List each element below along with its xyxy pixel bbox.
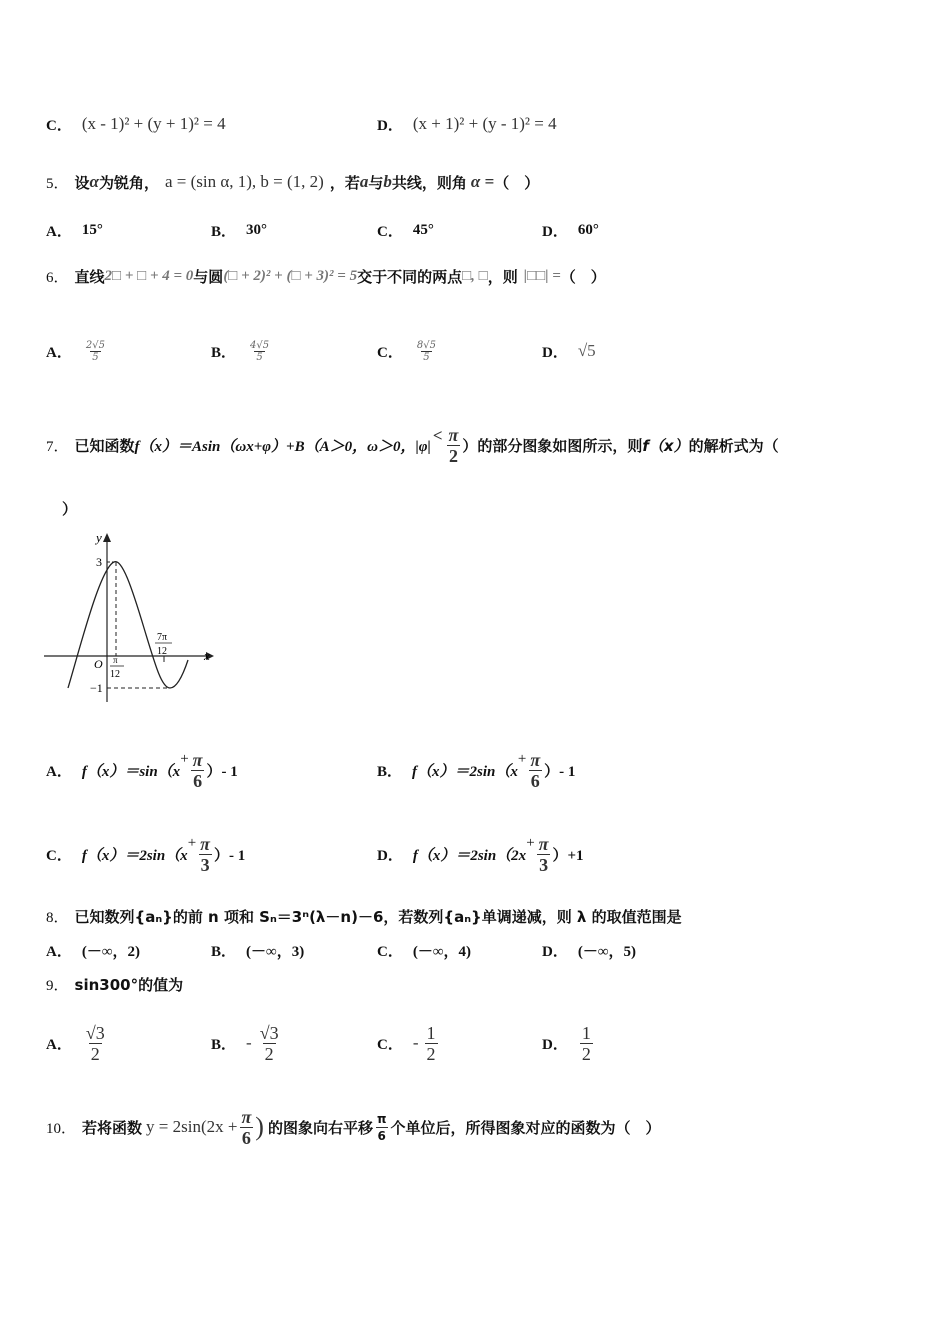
fraction: [528, 750, 542, 791]
denominator: 2: [448, 445, 458, 466]
stem-text: sin300°的值为: [74, 975, 184, 994]
q5-option-a[interactable]: [46, 210, 103, 250]
tick-7pi12-num: 7π: [157, 632, 168, 643]
q9-option-b[interactable]: [211, 1012, 283, 1074]
option-label: A．: [46, 223, 72, 240]
option-value: 15°: [81, 221, 103, 238]
option-suffix: ）- 1: [544, 763, 576, 780]
close-paren: ): [255, 1112, 264, 1141]
question-7-options-row2: [0, 826, 950, 882]
question-5-stem: [0, 162, 950, 202]
denominator: 3: [200, 854, 210, 875]
fraction: [415, 340, 438, 363]
option-label: C．: [46, 847, 72, 864]
x-axis-label: x: [204, 648, 210, 663]
option-label: D．: [542, 943, 568, 960]
plus-sign: +: [517, 750, 527, 767]
numerator: π: [530, 749, 541, 770]
denominator: 5: [92, 351, 99, 363]
vector-a: a: [359, 172, 369, 191]
q5-option-b[interactable]: [211, 210, 267, 250]
stem-text: 的图象向右平移: [267, 1118, 373, 1137]
tick-pi12-num: π: [113, 655, 118, 665]
question-9-stem: [0, 964, 950, 1004]
option-value: √5: [577, 341, 596, 360]
tick-7pi12-den: 12: [157, 646, 167, 657]
line-equation: 2□ + □ + 4 = 0: [104, 267, 194, 284]
option-prefix: f（x）＝2sin（2x: [412, 847, 527, 864]
denominator: 6: [377, 1128, 386, 1143]
question-6-stem: [0, 256, 950, 296]
answer-paren: （ ）: [494, 173, 540, 192]
question-7-stem-end: [0, 488, 950, 528]
stem-text: 与: [368, 173, 384, 192]
stem-text: 设: [74, 173, 90, 192]
option-value: 30°: [246, 221, 268, 238]
fraction: [191, 750, 205, 791]
function-name: f（x）: [642, 436, 689, 455]
sine-curve: [68, 562, 188, 688]
numerator: π: [376, 1111, 387, 1126]
option-value: (－∞，2): [81, 943, 141, 960]
option-label: A．: [46, 763, 72, 780]
denominator: 6: [193, 770, 203, 791]
question-number: 8．: [46, 909, 69, 926]
option-label: C．: [46, 117, 72, 134]
fraction: [198, 834, 212, 875]
option-label: D．: [377, 117, 403, 134]
denominator: 6: [241, 1127, 251, 1148]
question-10-stem: [0, 1096, 950, 1158]
tick-pi12-den: 12: [110, 669, 120, 680]
denominator: 2: [264, 1043, 274, 1064]
fraction: [258, 1023, 281, 1064]
alpha-symbol: α: [89, 172, 99, 191]
numerator: π: [538, 833, 549, 854]
question-number: 9．: [46, 977, 69, 994]
option-label: B．: [211, 223, 237, 240]
vector-expression: a = (sin α, 1), b = (1, 2): [164, 172, 324, 191]
numerator: π: [200, 833, 210, 854]
stem-text: 个单位后，所得图象对应的函数为（ ）: [390, 1118, 661, 1137]
close-paren: ）: [62, 499, 78, 518]
y-axis-arrow: [103, 533, 111, 542]
option-expression: (x - 1)² + (y + 1)² = 4: [81, 114, 226, 133]
question-9-options: [0, 1012, 950, 1074]
origin-label: O: [94, 657, 103, 671]
option-value: 45°: [412, 221, 434, 238]
question-7-options-row1: [0, 742, 950, 798]
option-prefix: f（x）＝2sin（x: [412, 763, 518, 780]
fraction: [84, 1023, 107, 1064]
less-than: <: [432, 426, 443, 445]
option-suffix: ）- 1: [206, 763, 238, 780]
option-expression: (x + 1)² + (y - 1)² = 4: [412, 114, 557, 133]
stem-text: ，若: [329, 173, 360, 192]
denominator: 2: [426, 1043, 436, 1064]
denominator: 3: [539, 854, 549, 875]
option-label: C．: [377, 344, 403, 361]
stem-text: 与圆: [193, 267, 224, 286]
option-label: A．: [46, 1036, 72, 1053]
denominator: 5: [256, 351, 263, 363]
option-label: A．: [46, 943, 72, 960]
sign: -: [246, 1033, 252, 1052]
q7-option-b[interactable]: [377, 742, 575, 798]
denominator: 2: [90, 1043, 100, 1064]
distance-expression: |□□| =: [523, 267, 561, 284]
question-7-stem: [0, 418, 950, 472]
y-max-label: 3: [96, 555, 102, 569]
function-expression: f（x）＝Asin（ωx+φ）+B（A＞0，ω＞0，|φ|: [134, 438, 431, 455]
denominator: 6: [530, 770, 540, 791]
option-label: D．: [542, 1036, 568, 1053]
prev-option-d[interactable]: [377, 104, 557, 144]
option-prefix: f（x）＝sin（x: [81, 763, 181, 780]
option-value: (－∞，5): [577, 943, 637, 960]
stem-text: ，则: [487, 267, 518, 286]
question-number: 7．: [46, 438, 69, 455]
stem-text: 已知数列{aₙ}的前 n 项和 Sₙ＝3ⁿ(λ－n)－6，若数列{aₙ}单调递减，则 λ 的取值范围是: [74, 907, 682, 926]
stem-text: 直线: [74, 267, 105, 286]
fraction: [248, 340, 271, 363]
plus-sign: +: [187, 834, 197, 851]
numerator: π: [192, 749, 203, 770]
option-value: 60°: [577, 221, 599, 238]
alpha-equals: α =: [470, 172, 495, 191]
fraction: [580, 1023, 593, 1064]
numerator: π: [448, 424, 459, 445]
stem-text: 已知函数: [74, 436, 135, 455]
option-suffix: ）+1: [552, 847, 584, 864]
option-label: D．: [542, 223, 568, 240]
option-label: B．: [377, 763, 403, 780]
option-prefix: f（x）＝2sin（x: [81, 847, 188, 864]
question-number: 6．: [46, 269, 69, 286]
option-label: B．: [211, 344, 237, 361]
q9-option-a[interactable]: [46, 1012, 109, 1074]
question-5-options: [0, 210, 950, 250]
q6-option-b[interactable]: [211, 322, 273, 380]
fraction: [84, 340, 107, 363]
option-label: C．: [377, 943, 403, 960]
q7-option-c[interactable]: [46, 826, 245, 882]
option-suffix: ）- 1: [213, 847, 246, 864]
question-number: 5．: [46, 175, 69, 192]
option-label: B．: [211, 1036, 237, 1053]
answer-paren: （ ）: [560, 267, 606, 286]
numerator: 8√5: [416, 339, 436, 351]
stem-text: 的解析式为（: [688, 436, 779, 455]
question-number: 10．: [46, 1120, 77, 1137]
numerator: 1: [581, 1022, 591, 1043]
option-value: (－∞，3): [246, 943, 305, 960]
sign: -: [412, 1033, 419, 1052]
numerator: π: [241, 1106, 252, 1127]
stem-text: 为锐角，: [98, 173, 159, 192]
denominator: 5: [423, 351, 430, 363]
plus-sign: +: [526, 834, 535, 851]
option-label: B．: [211, 943, 237, 960]
option-label: C．: [377, 223, 403, 240]
fraction: [425, 1023, 438, 1064]
q7-option-a[interactable]: [46, 742, 238, 798]
sine-graph: [40, 528, 220, 704]
stem-text: 若将函数: [82, 1118, 143, 1137]
numerator: √3: [85, 1022, 105, 1043]
option-label: D．: [542, 344, 568, 361]
q9-option-d[interactable]: [542, 1012, 595, 1074]
circle-equation: (□ + 2)² + (□ + 3)² = 5: [223, 267, 358, 284]
q6-option-a[interactable]: [46, 322, 109, 380]
option-label: D．: [377, 847, 403, 864]
numerator: 2√5: [85, 339, 105, 351]
question-6-options: [0, 322, 950, 380]
fraction: [447, 425, 461, 466]
option-value: (－∞，4): [412, 943, 472, 960]
q7-option-d[interactable]: [377, 826, 584, 882]
q6-option-d[interactable]: [542, 322, 596, 380]
q5-option-c[interactable]: [377, 210, 434, 250]
fraction: [239, 1107, 253, 1148]
y-axis-label: y: [96, 530, 102, 545]
q5-option-d[interactable]: [542, 210, 599, 250]
fraction: [375, 1111, 389, 1144]
stem-text: 交于不同的两点: [357, 267, 463, 286]
prev-option-c[interactable]: [46, 104, 226, 144]
numerator: √3: [259, 1022, 279, 1043]
q9-option-c[interactable]: [377, 1012, 440, 1074]
vector-b: b: [383, 172, 392, 191]
numerator: 4√5: [250, 339, 270, 351]
y-min-label: −1: [90, 681, 103, 695]
stem-text: 共线，则角: [391, 173, 467, 192]
q6-option-c[interactable]: [377, 322, 440, 380]
denominator: 2: [581, 1043, 591, 1064]
option-label: C．: [377, 1036, 403, 1053]
option-label: A．: [46, 344, 72, 361]
fraction: [537, 834, 551, 875]
stem-text: ）的部分图象如图所示，则: [462, 436, 643, 455]
function-expression: y = 2sin(2x +: [146, 1117, 238, 1136]
points: □, □: [462, 267, 488, 284]
plus-sign: +: [180, 750, 189, 767]
numerator: 1: [426, 1022, 436, 1043]
